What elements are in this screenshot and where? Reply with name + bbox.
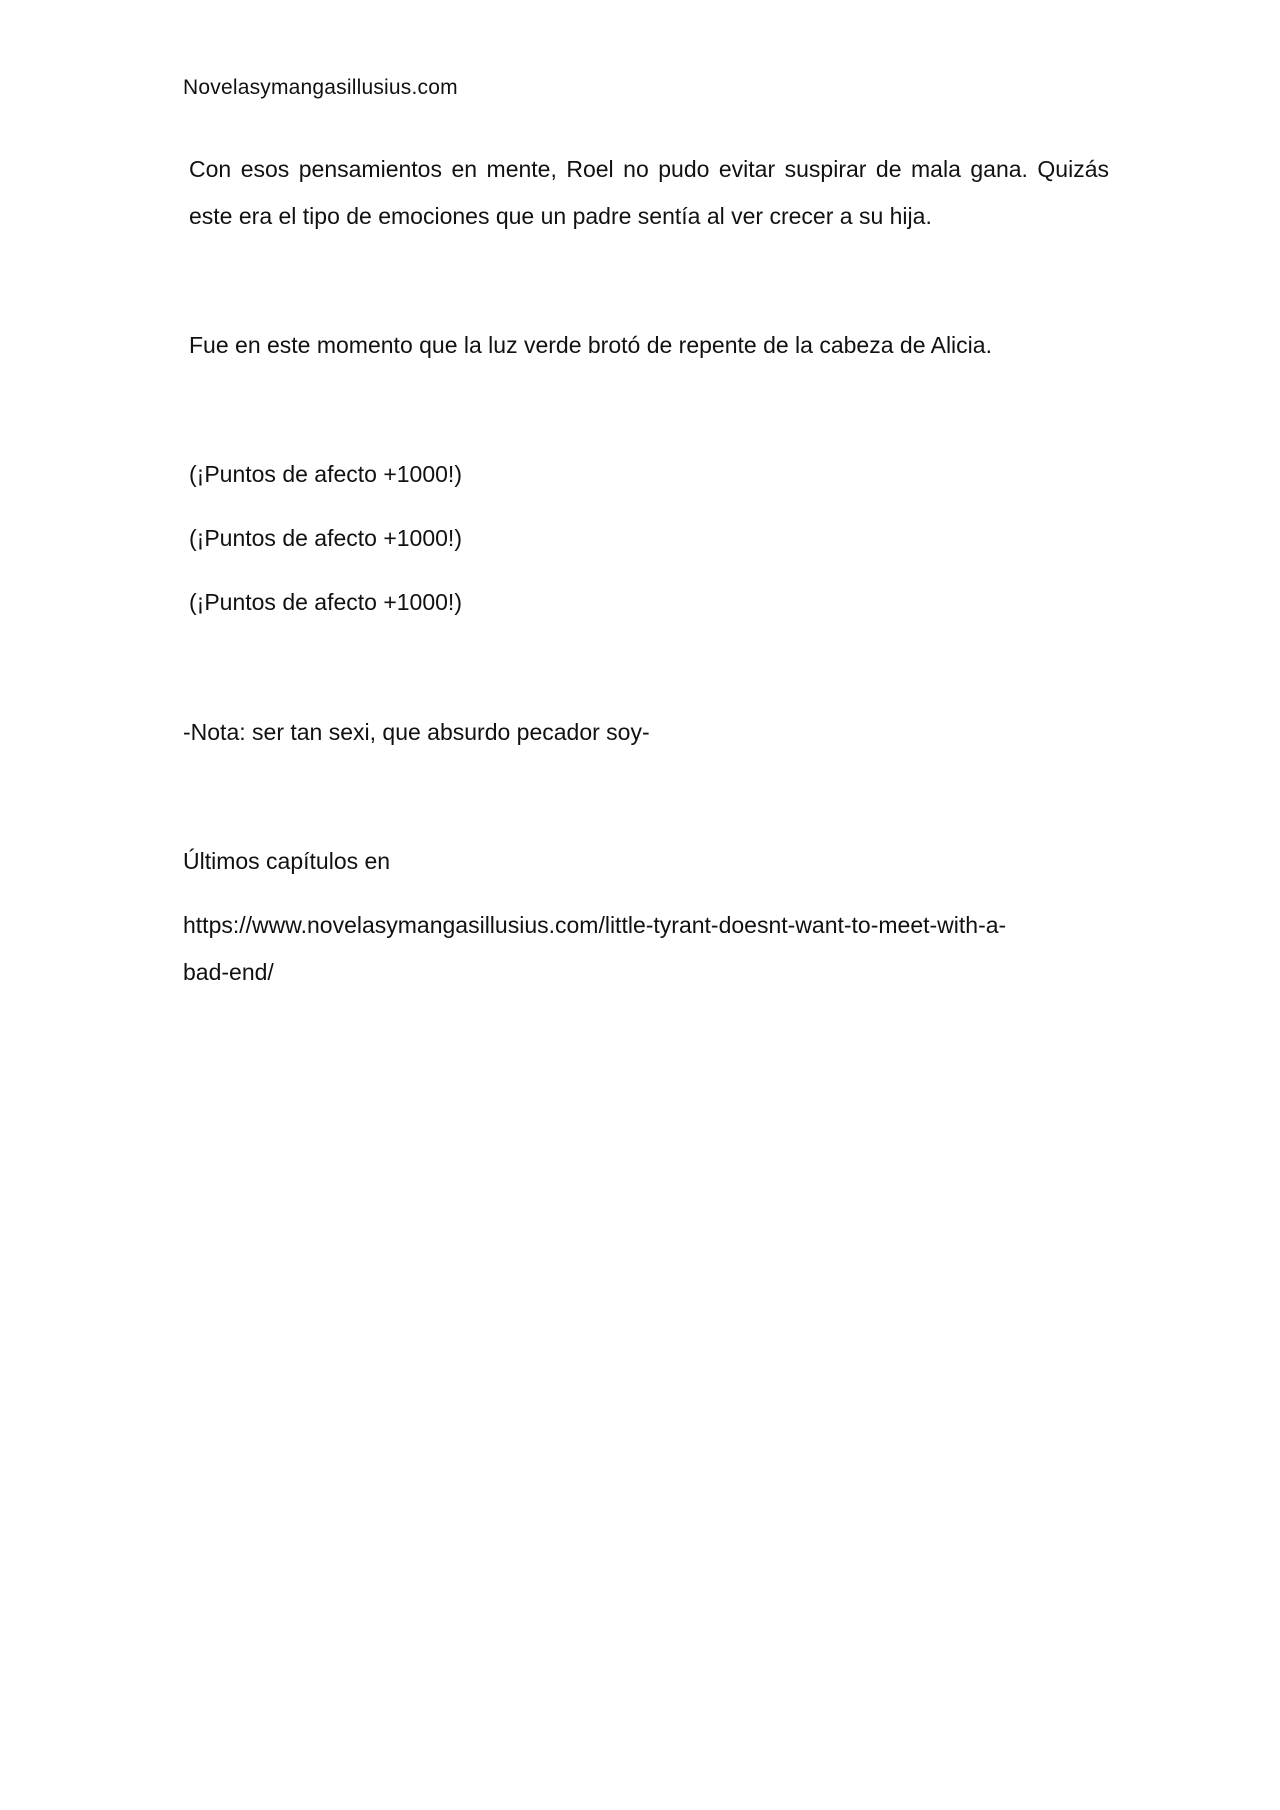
paragraph-2: Fue en este momento que la luz verde brotó de repente de la cabeza de Alicia. (189, 332, 992, 358)
url-line-2: bad-end/ (183, 959, 274, 985)
url-line-1: https://www.novelasymangasillusius.com/little-tyrant-doesnt-want-to-meet-with-a- (183, 912, 1007, 938)
translator-note: -Nota: ser tan sexi, que absurdo pecador soy- (183, 719, 650, 745)
latest-chapters-label: Últimos capítulos en (183, 848, 391, 874)
affection-points-line: (¡Puntos de afecto +1000!) (189, 589, 462, 615)
affection-points-line: (¡Puntos de afecto +1000!) (189, 461, 462, 487)
latest-chapters-url (183, 902, 1083, 996)
page-header-site: Novelasymangasillusius.com (183, 76, 458, 99)
affection-points-line: (¡Puntos de afecto +1000!) (189, 525, 462, 551)
paragraph-1: Con esos pensamientos en mente, Roel no pudo evitar suspirar de mala gana. Quizás este era el tipo de emociones que un padre sentía al ver crecer a su hija. (189, 156, 1109, 229)
